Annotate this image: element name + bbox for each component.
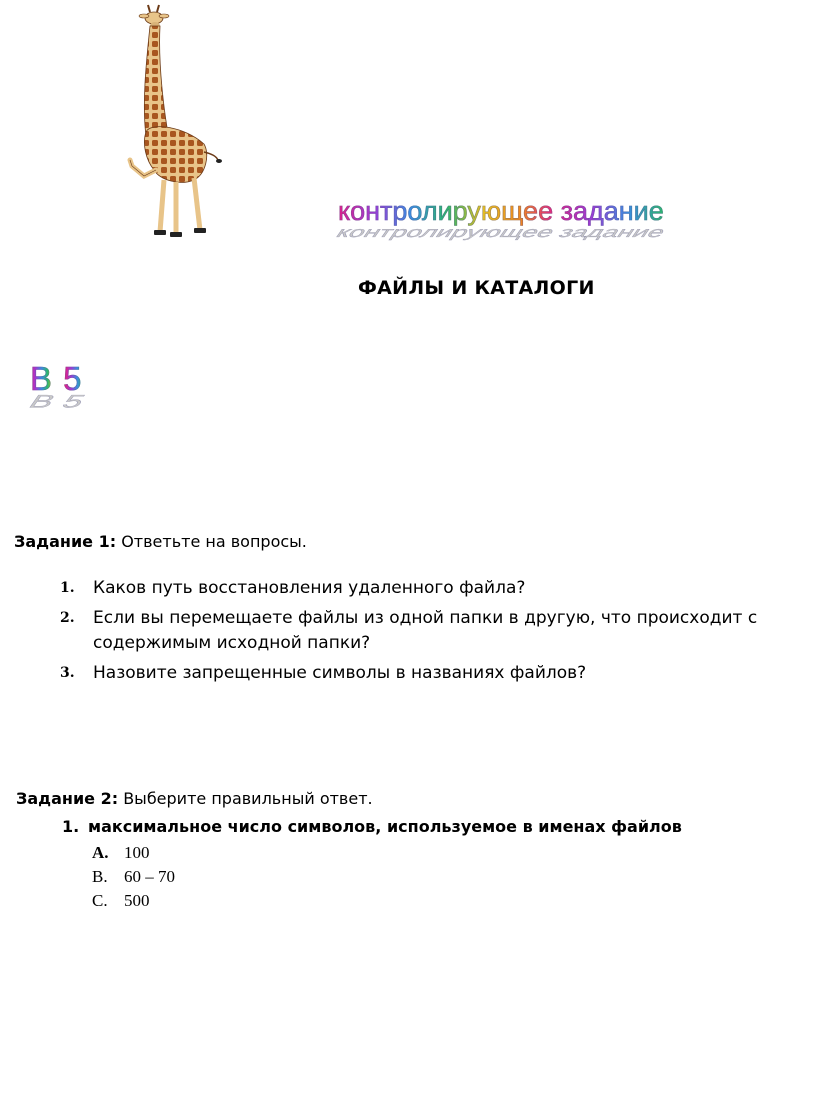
task2-heading <box>16 789 373 808</box>
task2-label: Задание 2: <box>16 789 119 808</box>
option-letter: B. <box>92 867 108 886</box>
wordart-heading-text: контролирующее задание <box>338 196 664 226</box>
list-item <box>60 606 816 656</box>
option-letter: C. <box>92 891 108 910</box>
task1-question-list <box>60 576 816 691</box>
option-letter: A. <box>92 843 109 862</box>
option-text: 60 – 70 <box>124 867 175 886</box>
task1-heading <box>14 532 307 551</box>
wordart-heading-shadow: контролирующее задание <box>332 223 670 241</box>
option-text: 100 <box>124 843 150 862</box>
variant-label-text: В 5 <box>30 360 83 397</box>
wordart-heading <box>332 196 670 241</box>
task2-instruction: Выберите правильный ответ. <box>123 789 373 808</box>
variant-label-shadow: В 5 <box>24 391 92 412</box>
page-title: ФАЙЛЫ И КАТАЛОГИ <box>358 277 595 299</box>
question-text: Назовите запрещенные символы в названиях файлов? <box>93 663 587 683</box>
question-text: максимальное число символов, используемое в именах файлов <box>88 817 682 836</box>
task2-answer-options <box>92 841 175 913</box>
task1-label: Задание 1: <box>14 532 117 551</box>
list-item <box>60 576 816 601</box>
answer-option <box>92 865 175 889</box>
answer-option <box>92 889 175 913</box>
answer-option <box>92 841 175 865</box>
task2-question <box>62 817 682 836</box>
question-number: 1. <box>60 580 75 596</box>
giraffe-illustration <box>124 4 224 240</box>
variant-label <box>24 360 92 412</box>
option-text: 500 <box>124 891 150 910</box>
question-number: 2. <box>60 610 75 626</box>
list-item <box>60 661 816 686</box>
question-text: Если вы перемещаете файлы из одной папки в другую, что происходит с содержимым исходной папки? <box>93 608 758 653</box>
task1-instruction: Ответьте на вопросы. <box>121 532 307 551</box>
question-number: 3. <box>60 665 75 681</box>
question-number: 1. <box>62 817 80 836</box>
question-text: Каков путь восстановления удаленного файла? <box>93 578 526 598</box>
